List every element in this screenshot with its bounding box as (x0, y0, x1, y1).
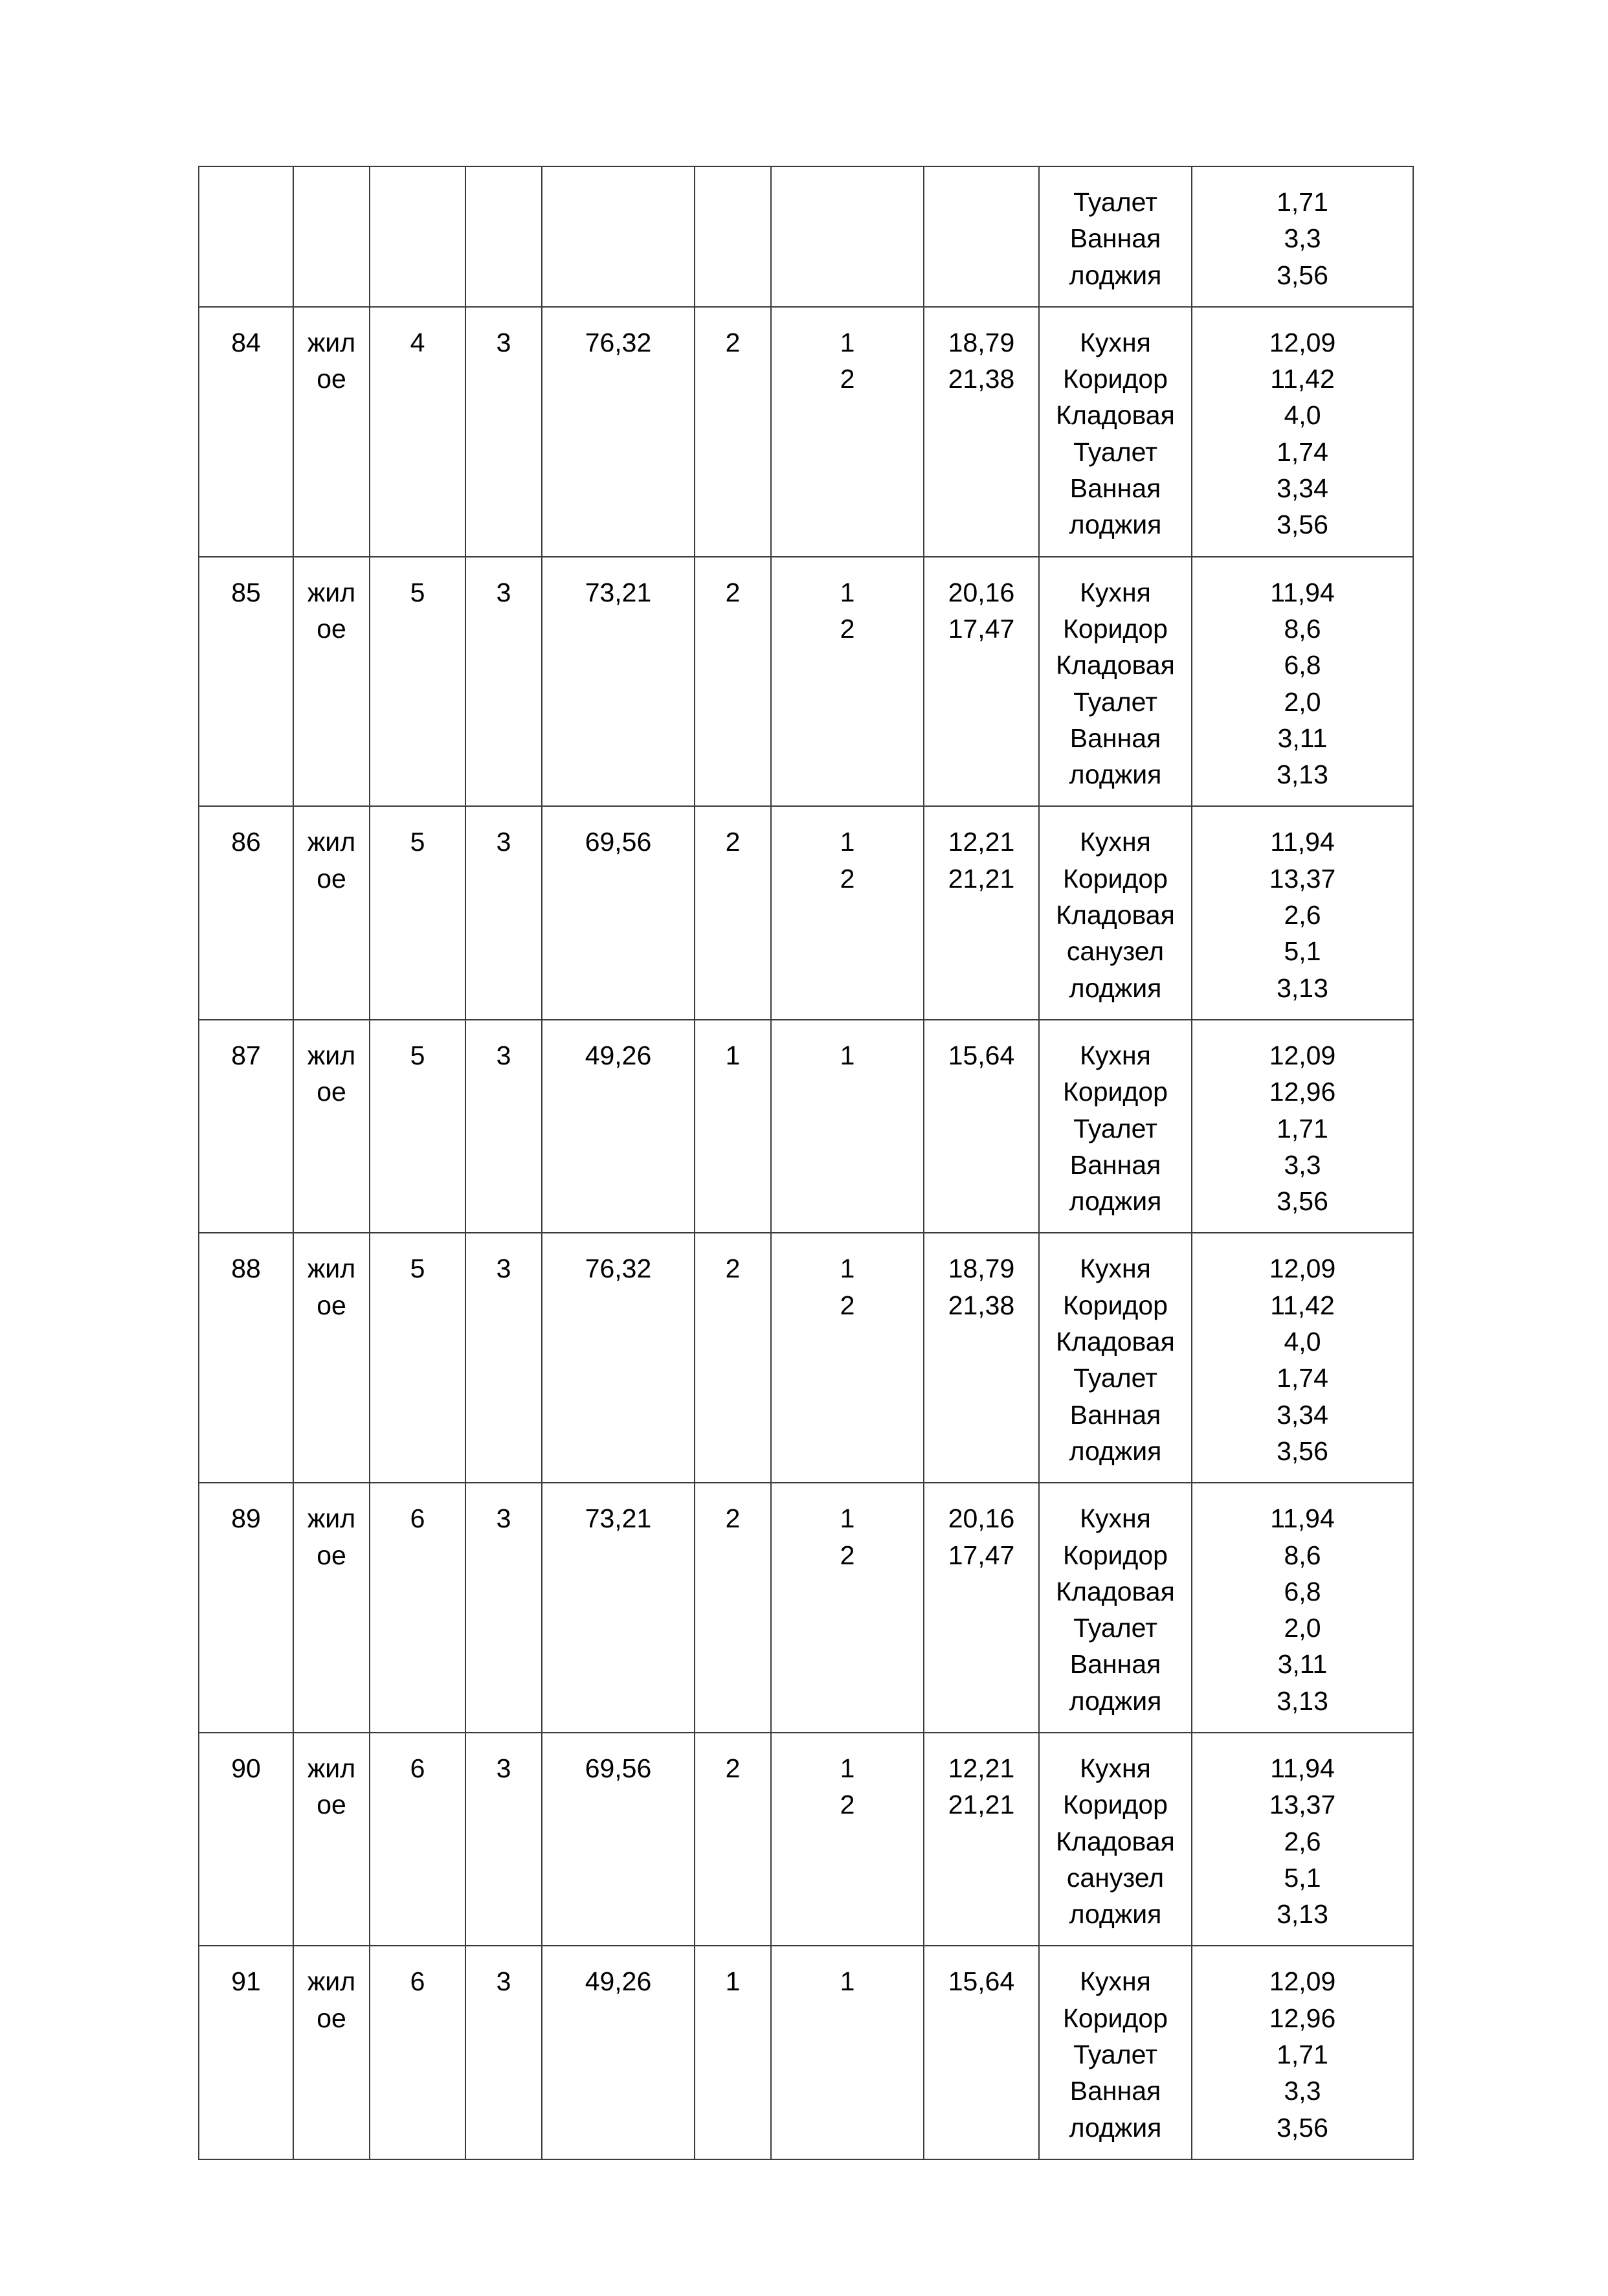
room-numbers-line: 2 (840, 1540, 855, 1570)
total-area-cell (542, 307, 695, 557)
auxiliary-rooms-line: Туалет (1073, 1113, 1157, 1143)
auxiliary-rooms-cell (1039, 1946, 1192, 2159)
room-numbers-line: 2 (840, 613, 855, 644)
room-numbers-line: 2 (840, 1790, 855, 1820)
auxiliary-areas-line: 3,56 (1277, 260, 1328, 290)
table-row (199, 806, 1413, 1019)
room-count-value: 2 (725, 827, 741, 857)
auxiliary-areas-line: 3,3 (1284, 223, 1321, 254)
room-areas-cell (924, 1020, 1039, 1233)
premise-type-cell (293, 1233, 370, 1483)
auxiliary-areas-line: 11,42 (1270, 1290, 1335, 1320)
auxiliary-rooms-line: Ванная (1069, 2076, 1161, 2106)
auxiliary-rooms-line: лоджия (1069, 1899, 1162, 1930)
table-row (199, 557, 1413, 807)
auxiliary-rooms-cell (1039, 1733, 1192, 1946)
room-numbers-line: 1 (840, 1966, 855, 1997)
premise-type-line: ое (317, 1790, 346, 1820)
total-area-value: 73,21 (585, 577, 652, 607)
apartment-table (198, 166, 1414, 2160)
room-areas-line: 21,21 (948, 1790, 1015, 1820)
premise-type-line: жил (307, 1503, 356, 1534)
auxiliary-rooms-line: лоджия (1069, 260, 1162, 290)
auxiliary-rooms-cell (1039, 1020, 1192, 1233)
auxiliary-rooms-line: Коридор (1063, 1077, 1168, 1107)
room-areas-line: 15,64 (948, 1966, 1015, 1997)
auxiliary-areas-line: 4,0 (1284, 1327, 1321, 1357)
room-numbers-cell (771, 1733, 924, 1946)
auxiliary-areas-line: 3,11 (1277, 723, 1328, 753)
room-areas-cell (924, 1946, 1039, 2159)
auxiliary-rooms-line: Туалет (1073, 187, 1157, 217)
auxiliary-rooms-line: Кладовая (1056, 650, 1175, 681)
section-value: 3 (496, 1254, 511, 1284)
auxiliary-areas-line: 4,0 (1284, 400, 1321, 431)
room-count-cell (695, 166, 771, 307)
premise-type-cell (293, 1733, 370, 1946)
section-value: 3 (496, 1040, 511, 1070)
auxiliary-areas-line: 11,94 (1270, 827, 1335, 857)
auxiliary-rooms-line: Ванная (1069, 473, 1161, 504)
total-area-cell (542, 1020, 695, 1233)
auxiliary-rooms-line: Ванная (1069, 1399, 1161, 1430)
room-areas-cell (924, 166, 1039, 307)
auxiliary-areas-line: 3,3 (1284, 2076, 1321, 2106)
floor-cell (370, 1946, 465, 2159)
section-cell (465, 1233, 542, 1483)
room-numbers-cell (771, 806, 924, 1019)
room-numbers-line: 1 (840, 1040, 855, 1070)
auxiliary-areas-cell (1192, 806, 1413, 1019)
floor-cell (370, 166, 465, 307)
auxiliary-rooms-line: лоджия (1069, 1685, 1162, 1716)
floor-cell (370, 1483, 465, 1733)
section-cell (465, 1020, 542, 1233)
auxiliary-areas-cell (1192, 557, 1413, 807)
premise-type-line: жил (307, 1040, 356, 1070)
room-numbers-cell (771, 1233, 924, 1483)
auxiliary-areas-line: 3,34 (1277, 1399, 1328, 1430)
auxiliary-areas-line: 8,6 (1284, 613, 1321, 644)
premise-type-line: жил (307, 327, 356, 357)
floor-cell (370, 1733, 465, 1946)
auxiliary-rooms-line: Коридор (1063, 2003, 1168, 2033)
auxiliary-areas-line: 12,09 (1269, 327, 1336, 357)
apartment-number-cell (199, 557, 293, 807)
room-areas-cell (924, 806, 1039, 1019)
auxiliary-rooms-line: Кухня (1080, 827, 1151, 857)
floor-value: 5 (410, 577, 425, 607)
floor-cell (370, 557, 465, 807)
auxiliary-areas-line: 13,37 (1269, 1790, 1336, 1820)
room-numbers-line: 1 (840, 1254, 855, 1284)
apartment-number-value: 88 (231, 1254, 261, 1284)
auxiliary-areas-cell (1192, 1483, 1413, 1733)
room-numbers-line: 1 (840, 827, 855, 857)
room-areas-line: 12,21 (948, 1753, 1015, 1783)
auxiliary-areas-cell (1192, 166, 1413, 307)
auxiliary-rooms-line: лоджия (1069, 760, 1162, 790)
table-row (199, 166, 1413, 307)
auxiliary-areas-line: 3,3 (1284, 1149, 1321, 1180)
table-body (199, 166, 1413, 2159)
auxiliary-rooms-line: санузел (1066, 1862, 1165, 1893)
room-numbers-line: 2 (840, 863, 855, 894)
premise-type-cell (293, 307, 370, 557)
room-areas-line: 21,21 (948, 863, 1015, 894)
apartment-number-cell (199, 1483, 293, 1733)
premise-type-cell (293, 1946, 370, 2159)
room-count-value: 2 (725, 1753, 741, 1783)
auxiliary-areas-line: 13,37 (1269, 863, 1336, 894)
floor-value: 6 (410, 1966, 425, 1997)
floor-cell (370, 806, 465, 1019)
total-area-cell (542, 806, 695, 1019)
auxiliary-rooms-line: лоджия (1069, 2112, 1162, 2143)
auxiliary-rooms-cell (1039, 557, 1192, 807)
auxiliary-areas-line: 11,42 (1270, 364, 1335, 394)
room-areas-cell (924, 557, 1039, 807)
auxiliary-areas-line: 12,96 (1269, 1077, 1336, 1107)
room-areas-line: 17,47 (948, 613, 1015, 644)
auxiliary-areas-line: 2,0 (1284, 1613, 1321, 1643)
auxiliary-areas-line: 12,09 (1269, 1966, 1336, 1997)
auxiliary-areas-line: 1,71 (1277, 1113, 1328, 1143)
total-area-cell (542, 1233, 695, 1483)
apartment-number-value: 90 (231, 1753, 261, 1783)
auxiliary-areas-line: 2,0 (1284, 686, 1321, 717)
auxiliary-rooms-line: лоджия (1069, 973, 1162, 1003)
apartment-number-cell (199, 1946, 293, 2159)
table-row (199, 1946, 1413, 2159)
table-row (199, 1020, 1413, 1233)
table-row (199, 1483, 1413, 1733)
apartment-number-value: 87 (231, 1040, 261, 1070)
auxiliary-rooms-cell (1039, 1483, 1192, 1733)
total-area-value: 49,26 (585, 1966, 652, 1997)
apartment-number-cell (199, 1733, 293, 1946)
auxiliary-areas-line: 12,96 (1269, 2003, 1336, 2033)
apartment-number-value: 84 (231, 327, 261, 357)
room-numbers-cell (771, 557, 924, 807)
auxiliary-areas-line: 1,74 (1277, 436, 1328, 467)
section-value: 3 (496, 577, 511, 607)
room-numbers-cell (771, 1020, 924, 1233)
total-area-value: 69,56 (585, 1753, 652, 1783)
auxiliary-areas-line: 3,13 (1277, 1685, 1328, 1716)
premise-type-line: жил (307, 827, 356, 857)
room-areas-cell (924, 1483, 1039, 1733)
auxiliary-areas-line: 6,8 (1284, 650, 1321, 681)
auxiliary-areas-line: 1,71 (1277, 187, 1328, 217)
auxiliary-areas-line: 2,6 (1284, 900, 1321, 930)
auxiliary-rooms-line: Кладовая (1056, 1826, 1175, 1856)
auxiliary-areas-line: 1,74 (1277, 1363, 1328, 1393)
auxiliary-areas-cell (1192, 1946, 1413, 2159)
section-value: 3 (496, 1503, 511, 1534)
auxiliary-rooms-line: Туалет (1073, 1613, 1157, 1643)
auxiliary-areas-cell (1192, 307, 1413, 557)
total-area-cell (542, 166, 695, 307)
room-count-cell (695, 1483, 771, 1733)
premise-type-line: ое (317, 613, 346, 644)
auxiliary-areas-line: 11,94 (1270, 1753, 1335, 1783)
auxiliary-areas-line: 3,56 (1277, 510, 1328, 540)
room-areas-line: 17,47 (948, 1540, 1015, 1570)
apartment-number-value: 91 (231, 1966, 261, 1997)
room-areas-line: 18,79 (948, 327, 1015, 357)
room-count-value: 1 (725, 1040, 741, 1070)
premise-type-line: ое (317, 2003, 346, 2033)
auxiliary-rooms-line: Ванная (1069, 1149, 1161, 1180)
apartment-number-cell (199, 307, 293, 557)
premise-type-line: ое (317, 364, 346, 394)
section-value: 3 (496, 827, 511, 857)
auxiliary-rooms-line: Туалет (1073, 436, 1157, 467)
room-areas-line: 21,38 (948, 364, 1015, 394)
room-count-cell (695, 1020, 771, 1233)
auxiliary-areas-line: 3,11 (1277, 1649, 1328, 1680)
auxiliary-rooms-line: Кухня (1080, 1040, 1151, 1070)
auxiliary-areas-line: 3,34 (1277, 473, 1328, 504)
auxiliary-rooms-line: Кладовая (1056, 400, 1175, 431)
room-count-value: 2 (725, 1254, 741, 1284)
auxiliary-areas-line: 1,71 (1277, 2040, 1328, 2070)
room-count-cell (695, 557, 771, 807)
floor-value: 5 (410, 827, 425, 857)
auxiliary-areas-line: 3,56 (1277, 2112, 1328, 2143)
apartment-number-cell (199, 806, 293, 1019)
section-cell (465, 166, 542, 307)
auxiliary-rooms-line: Кухня (1080, 1254, 1151, 1284)
auxiliary-rooms-cell (1039, 307, 1192, 557)
total-area-cell (542, 1733, 695, 1946)
room-numbers-cell (771, 307, 924, 557)
table-row (199, 1733, 1413, 1946)
auxiliary-rooms-line: Коридор (1063, 1540, 1168, 1570)
apartment-number-cell (199, 1020, 293, 1233)
auxiliary-areas-cell (1192, 1020, 1413, 1233)
auxiliary-rooms-line: Коридор (1063, 863, 1168, 894)
auxiliary-areas-line: 12,09 (1269, 1040, 1336, 1070)
room-numbers-cell (771, 166, 924, 307)
auxiliary-areas-line: 11,94 (1270, 577, 1335, 607)
table-row (199, 307, 1413, 557)
total-area-cell (542, 1483, 695, 1733)
table-row (199, 1233, 1413, 1483)
auxiliary-rooms-line: Кухня (1080, 1503, 1151, 1534)
apartment-number-value: 89 (231, 1503, 261, 1534)
auxiliary-rooms-line: Кухня (1080, 577, 1151, 607)
room-areas-cell (924, 1233, 1039, 1483)
total-area-value: 69,56 (585, 827, 652, 857)
apartment-number-cell (199, 1233, 293, 1483)
room-numbers-line: 2 (840, 1290, 855, 1320)
auxiliary-rooms-line: Туалет (1073, 686, 1157, 717)
room-numbers-cell (771, 1483, 924, 1733)
room-count-cell (695, 806, 771, 1019)
auxiliary-rooms-line: Туалет (1073, 2040, 1157, 2070)
auxiliary-rooms-line: Коридор (1063, 1290, 1168, 1320)
room-numbers-line: 1 (840, 327, 855, 357)
auxiliary-areas-cell (1192, 1233, 1413, 1483)
auxiliary-areas-line: 5,1 (1284, 936, 1321, 967)
auxiliary-rooms-line: Ванная (1069, 723, 1161, 753)
section-cell (465, 806, 542, 1019)
apartment-number-cell (199, 166, 293, 307)
auxiliary-rooms-line: лоджия (1069, 510, 1162, 540)
premise-type-line: ое (317, 1077, 346, 1107)
premise-type-line: ое (317, 1540, 346, 1570)
room-count-cell (695, 1233, 771, 1483)
total-area-value: 49,26 (585, 1040, 652, 1070)
room-areas-line: 15,64 (948, 1040, 1015, 1070)
floor-value: 6 (410, 1753, 425, 1783)
auxiliary-rooms-cell (1039, 166, 1192, 307)
floor-value: 5 (410, 1040, 425, 1070)
room-areas-line: 12,21 (948, 827, 1015, 857)
section-cell (465, 1483, 542, 1733)
total-area-cell (542, 1946, 695, 2159)
floor-cell (370, 307, 465, 557)
room-areas-line: 21,38 (948, 1290, 1015, 1320)
auxiliary-areas-line: 12,09 (1269, 1254, 1336, 1284)
room-count-value: 1 (725, 1966, 741, 1997)
auxiliary-rooms-line: санузел (1066, 936, 1165, 967)
premise-type-cell (293, 1483, 370, 1733)
auxiliary-areas-line: 3,56 (1277, 1435, 1328, 1466)
floor-cell (370, 1020, 465, 1233)
auxiliary-areas-line: 8,6 (1284, 1540, 1321, 1570)
premise-type-cell (293, 557, 370, 807)
room-areas-line: 20,16 (948, 1503, 1015, 1534)
room-count-value: 2 (725, 577, 741, 607)
apartment-number-value: 86 (231, 827, 261, 857)
auxiliary-areas-line: 5,1 (1284, 1862, 1321, 1893)
auxiliary-rooms-line: Коридор (1063, 1790, 1168, 1820)
room-numbers-line: 1 (840, 577, 855, 607)
auxiliary-rooms-line: Кладовая (1056, 900, 1175, 930)
auxiliary-rooms-line: Кухня (1080, 1753, 1151, 1783)
premise-type-line: жил (307, 1966, 356, 1997)
auxiliary-rooms-line: лоджия (1069, 1186, 1162, 1217)
auxiliary-areas-line: 11,94 (1270, 1503, 1335, 1534)
room-numbers-line: 1 (840, 1503, 855, 1534)
auxiliary-rooms-line: Коридор (1063, 613, 1168, 644)
auxiliary-areas-line: 3,13 (1277, 1899, 1328, 1930)
section-value: 3 (496, 1753, 511, 1783)
auxiliary-rooms-line: Туалет (1073, 1363, 1157, 1393)
section-value: 3 (496, 327, 511, 357)
floor-value: 4 (410, 327, 425, 357)
section-cell (465, 1946, 542, 2159)
total-area-value: 76,32 (585, 1254, 652, 1284)
premise-type-line: жил (307, 1254, 356, 1284)
auxiliary-areas-line: 3,13 (1277, 760, 1328, 790)
room-areas-cell (924, 307, 1039, 557)
floor-cell (370, 1233, 465, 1483)
auxiliary-areas-line: 3,56 (1277, 1186, 1328, 1217)
premise-type-line: ое (317, 863, 346, 894)
room-count-cell (695, 1946, 771, 2159)
room-numbers-line: 2 (840, 364, 855, 394)
auxiliary-rooms-line: Кладовая (1056, 1576, 1175, 1606)
section-cell (465, 557, 542, 807)
auxiliary-rooms-cell (1039, 1233, 1192, 1483)
section-value: 3 (496, 1966, 511, 1997)
section-cell (465, 1733, 542, 1946)
auxiliary-rooms-cell (1039, 806, 1192, 1019)
auxiliary-areas-cell (1192, 1733, 1413, 1946)
room-numbers-line: 1 (840, 1753, 855, 1783)
auxiliary-rooms-line: Ванная (1069, 223, 1161, 254)
room-numbers-cell (771, 1946, 924, 2159)
auxiliary-rooms-line: Кладовая (1056, 1327, 1175, 1357)
room-count-cell (695, 307, 771, 557)
premise-type-line: жил (307, 577, 356, 607)
auxiliary-rooms-line: Коридор (1063, 364, 1168, 394)
auxiliary-rooms-line: Кухня (1080, 1966, 1151, 1997)
room-areas-line: 20,16 (948, 577, 1015, 607)
room-count-value: 2 (725, 1503, 741, 1534)
premise-type-line: жил (307, 1753, 356, 1783)
room-areas-line: 18,79 (948, 1254, 1015, 1284)
premise-type-line: ое (317, 1290, 346, 1320)
total-area-value: 76,32 (585, 327, 652, 357)
room-areas-cell (924, 1733, 1039, 1946)
floor-value: 6 (410, 1503, 425, 1534)
floor-value: 5 (410, 1254, 425, 1284)
auxiliary-areas-line: 3,13 (1277, 973, 1328, 1003)
auxiliary-rooms-line: Ванная (1069, 1649, 1161, 1680)
room-count-value: 2 (725, 327, 741, 357)
total-area-cell (542, 557, 695, 807)
auxiliary-areas-line: 6,8 (1284, 1576, 1321, 1606)
premise-type-cell (293, 166, 370, 307)
apartment-number-value: 85 (231, 577, 261, 607)
auxiliary-areas-line: 2,6 (1284, 1826, 1321, 1856)
premise-type-cell (293, 806, 370, 1019)
total-area-value: 73,21 (585, 1503, 652, 1534)
auxiliary-rooms-line: лоджия (1069, 1435, 1162, 1466)
auxiliary-rooms-line: Кухня (1080, 327, 1151, 357)
premise-type-cell (293, 1020, 370, 1233)
room-count-cell (695, 1733, 771, 1946)
section-cell (465, 307, 542, 557)
